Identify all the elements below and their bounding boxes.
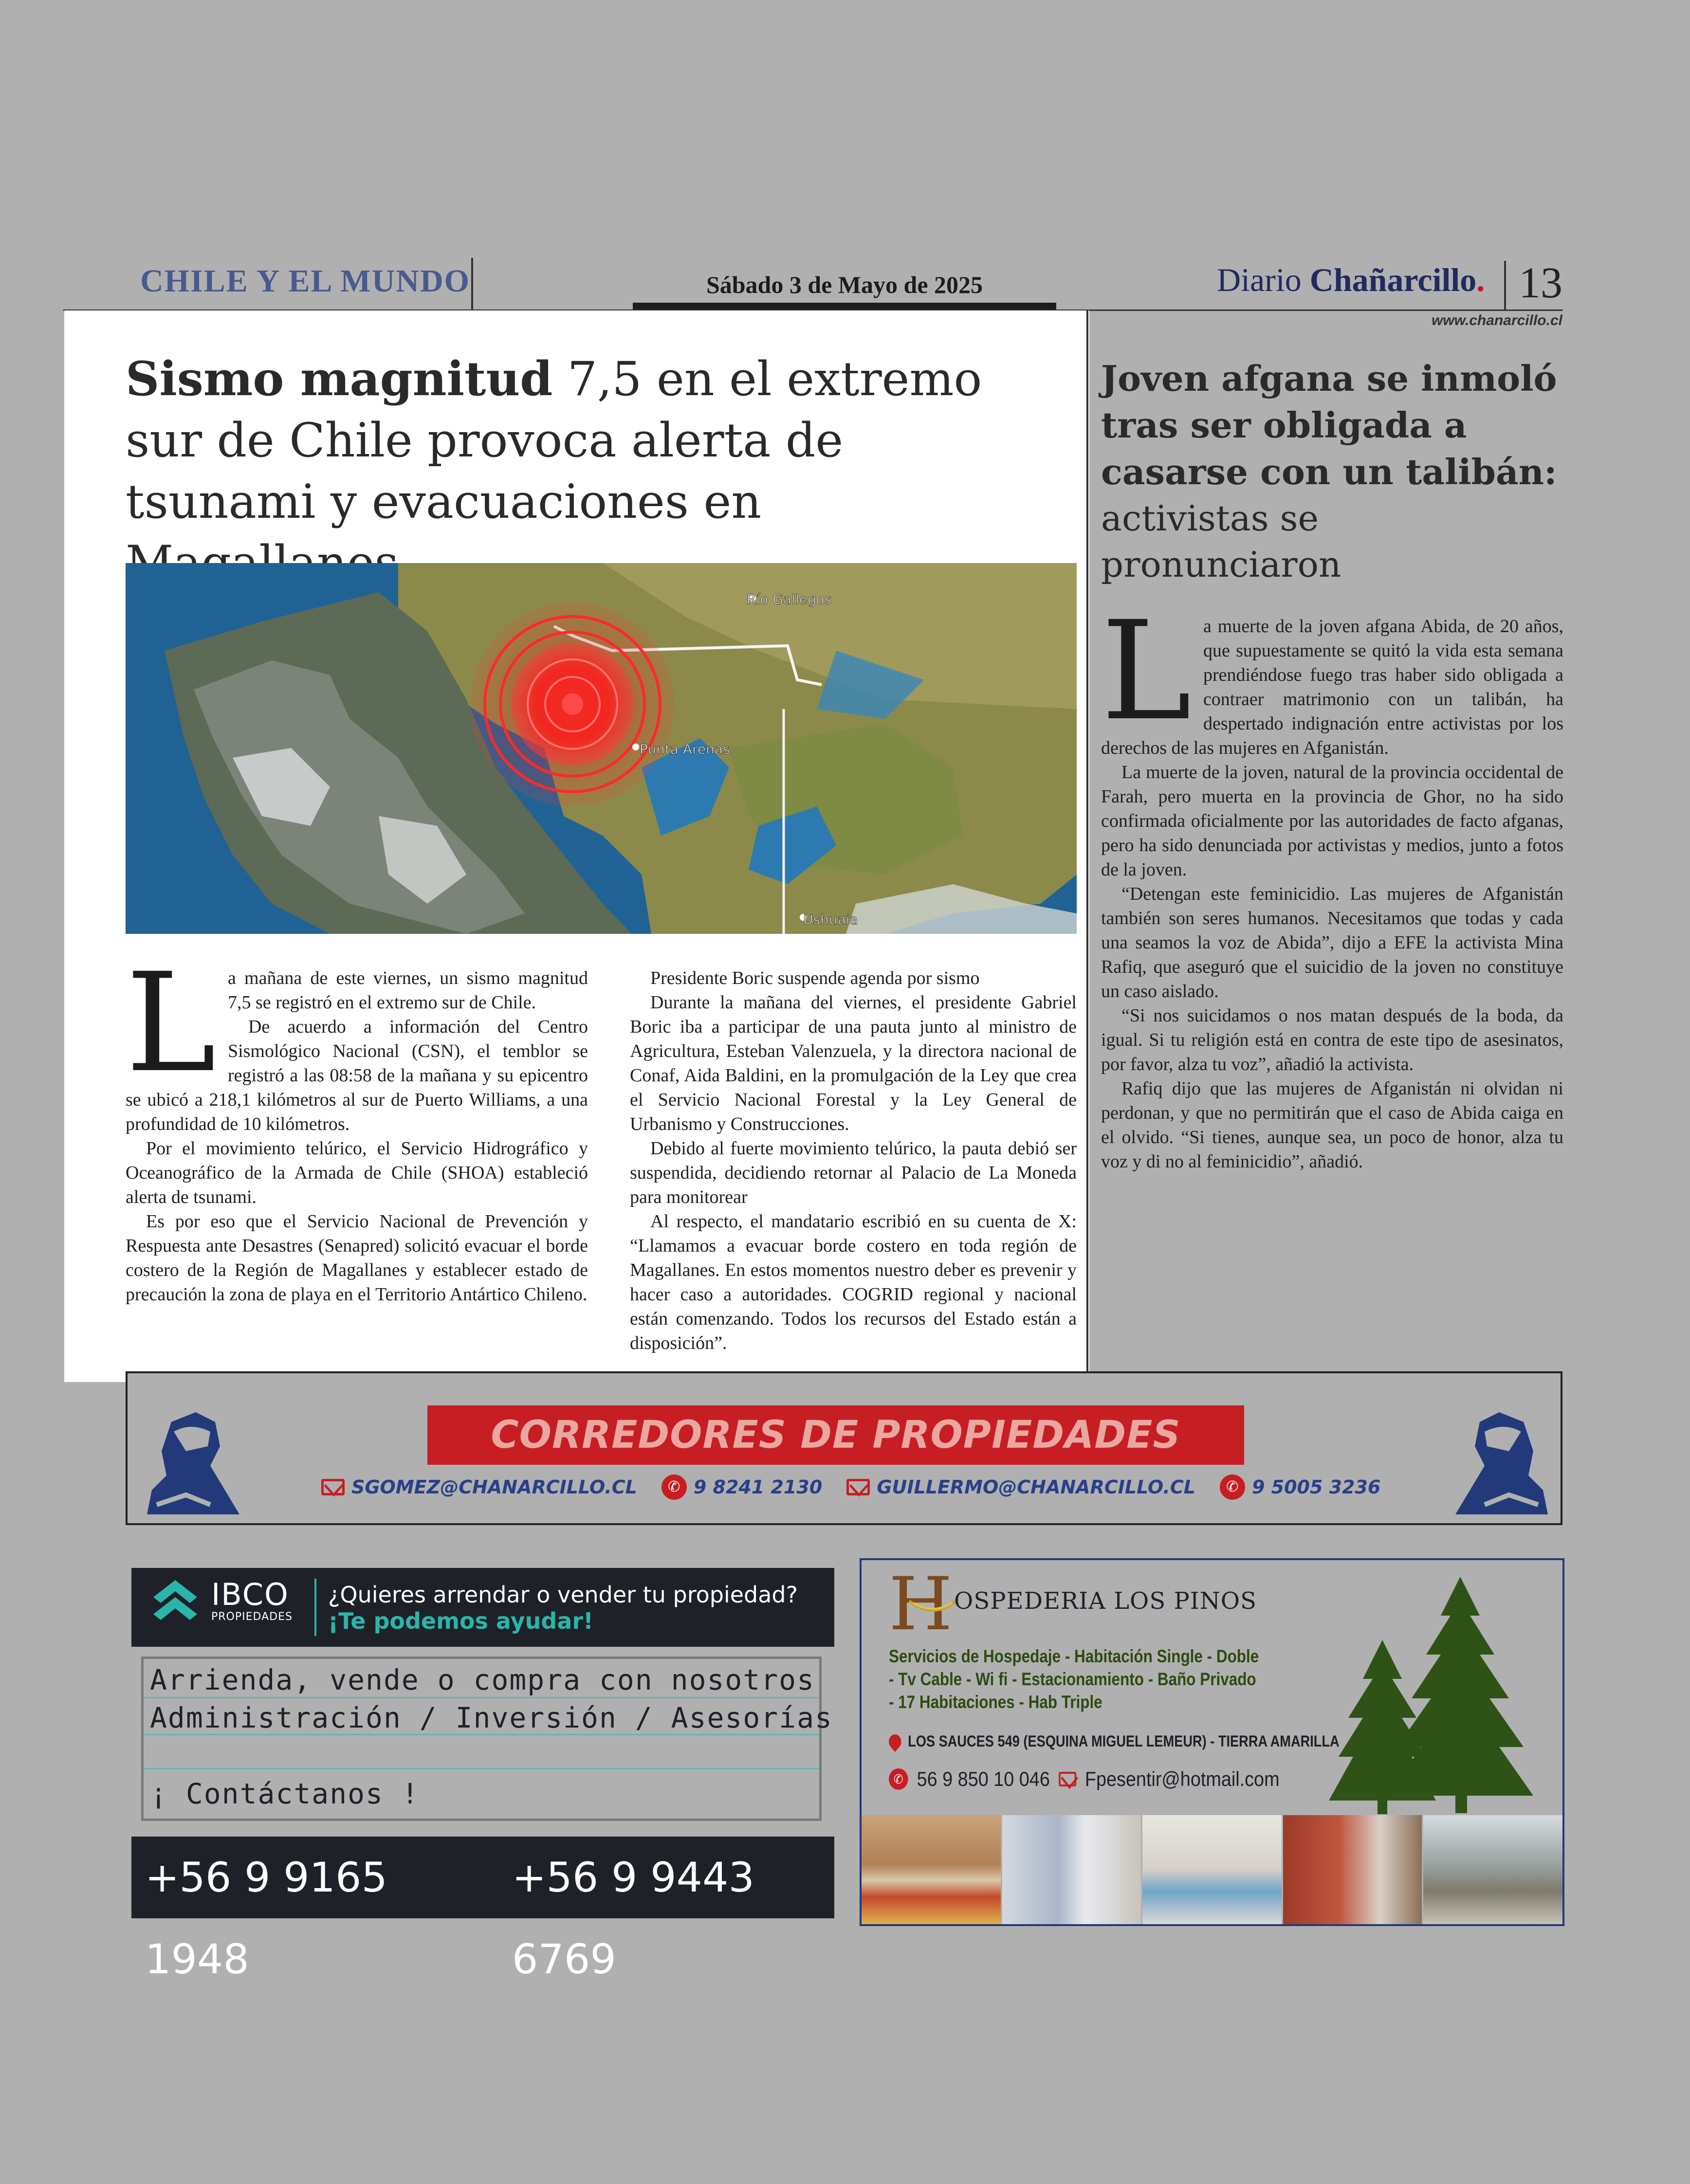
main-article-column-2 xyxy=(630,966,1077,1355)
main-paragraph: Por el movimiento telúrico, el Servicio Hidrográfico y Oceanográfico de la Armada de Chile (SHOA) estableció alerta de tsunami. xyxy=(126,1138,588,1207)
banner-email-1[interactable] xyxy=(321,1476,637,1498)
banner-email-2-text: GUILLERMO@CHANARCILLO.CL xyxy=(877,1476,1195,1498)
pine-trees-illustration xyxy=(1319,1572,1553,1815)
ibco-phone-2[interactable]: +56 9 9443 6769 xyxy=(512,1854,754,1983)
side-dropcap: L xyxy=(1101,592,1192,751)
main-headline-bold: Sismo magnitud xyxy=(126,351,553,406)
ibco-phone-1[interactable]: +56 9 9165 1948 xyxy=(145,1854,387,1983)
phone-icon: ✆ xyxy=(889,1768,908,1790)
hospederia-name: OSPEDERIA LOS PINOS xyxy=(954,1587,1257,1615)
banner-phone-1-text: 9 8241 2130 xyxy=(693,1476,823,1498)
ibco-rule xyxy=(144,1768,819,1769)
main-paragraph: Debido al fuerte movimiento telúrico, la pauta debió ser suspendida, decidiendo retornar al Palacio de La Moneda para monitorear xyxy=(630,1138,1077,1207)
mail-icon xyxy=(1059,1772,1076,1786)
main-article-column-1 xyxy=(126,944,588,1307)
side-paragraph: La muerte de la joven, natural de la provincia occidental de Farah, pero muerta en la provincia de Ghor, no ha sido confirmada oficialmente por las autoridades de facto afganas, pero ha sido denunciada por activistas y medios, junto a fotos de la joven. xyxy=(1101,762,1563,880)
hospederia-phone[interactable]: 56 9 850 10 046 xyxy=(917,1767,1050,1790)
hospederia-contact xyxy=(889,1767,1280,1791)
photo-bedroom-2 xyxy=(1142,1815,1283,1924)
hospederia-services: Servicios de Hospedaje - Habitación Single - Doble - Tv Cable - Wi fi - Estacionamiento - Baño Privado - 17 Habitaciones - Hab Triple xyxy=(889,1646,1259,1712)
banner-phone-2[interactable] xyxy=(1220,1474,1380,1500)
photo-bedroom-1 xyxy=(862,1815,1002,1924)
banner-phone-2-text: 9 5005 3236 xyxy=(1251,1476,1381,1498)
subheading-boric: Presidente Boric suspende agenda por sismo xyxy=(650,968,980,988)
ibco-question: ¿Quieres arrendar o vender tu propiedad? xyxy=(328,1582,798,1608)
bust-illustration-right xyxy=(1436,1393,1562,1519)
hospederia-address xyxy=(889,1732,1340,1750)
ibco-logo xyxy=(211,1579,293,1623)
photo-exterior-1 xyxy=(1283,1815,1424,1924)
main-headline-rest: 7,5 en el extremo sur de Chile provoca alerta de tsunami y evacuaciones en xyxy=(126,352,982,529)
ibco-logo-name: IBCO xyxy=(211,1577,289,1612)
main-paragraph: Es por eso que el Servicio Nacional de Prevención y Respuesta ante Desastres (Senapred) solicitó evacuar el borde costero de la Región de Magallanes y establecer estado de precaución la zona de playa en el Territorio Antártico Chileno. xyxy=(126,1211,588,1305)
banner-title: CORREDORES DE PROPIEDADES xyxy=(427,1405,1244,1465)
newspaper-prefix: Diario xyxy=(1217,261,1302,298)
ibco-line-2: Administración / Inversión / Asesorías xyxy=(150,1701,833,1734)
newspaper-dot: . xyxy=(1476,261,1485,298)
section-label: CHILE Y EL MUNDO xyxy=(140,263,471,299)
side-paragraph: “Detengan este feminicidio. Las mujeres de Afganistán también son seres humanos. Necesitamos que todas y cada una seamos la voz de Abida”, dijo a EFE la activista Mina Rafiq, que aseguró que el suicidio de la joven no constituye un caso aislado. xyxy=(1101,884,1563,1001)
mail-icon xyxy=(321,1479,345,1495)
side-article-column xyxy=(1101,592,1563,1174)
website-url[interactable]: www.chanarcillo.cl xyxy=(1432,312,1562,328)
photo-exterior-2 xyxy=(1423,1815,1562,1924)
hospederia-initial: H xyxy=(889,1562,953,1647)
ibco-logo-icon xyxy=(151,1578,200,1631)
side-headline-bold: Joven afgana se inmoló tras ser obligada a casarse con un talibán: xyxy=(1101,358,1557,492)
earthquake-map-graphic xyxy=(126,563,1077,934)
ibco-rule xyxy=(144,1697,819,1698)
hospederia-email[interactable]: Fpesentir@hotmail.com xyxy=(1084,1767,1280,1790)
phone-icon: ✆ xyxy=(661,1474,687,1500)
phone-icon: ✆ xyxy=(1220,1474,1245,1500)
ibco-line-1: Arrienda, vende o compra con nosotros xyxy=(150,1663,815,1696)
side-paragraph: a muerte de la joven afgana Abida, de 20 años, que supuestamente se quitó la vida esta semana prendiéndose fuego tras haber sido obligada a contraer matrimonio con un talibán, ha despertado indignación entre activistas por los derechos de las mujeres en Afganistán. xyxy=(1101,616,1563,758)
side-headline xyxy=(1101,355,1559,588)
hospederia-photos xyxy=(862,1815,1562,1924)
banner-email-1-text: SGOMEZ@CHANARCILLO.CL xyxy=(351,1476,637,1498)
map-label-ushuaia: Ushuaia xyxy=(803,911,858,928)
banner-phone-1[interactable] xyxy=(661,1474,822,1500)
earthquake-map xyxy=(126,563,1077,934)
main-paragraph: Al respecto, el mandatario escribió en su cuenta de X: “Llamamos a evacuar borde costero en toda región de Magallanes. En estos momentos nuestro deber es prevenir y hacer caso a autoridades. COGRID regional y nacional están comenzando. Todos los recursos del Estado están a disposición”. xyxy=(630,1211,1077,1353)
banner-contacts xyxy=(321,1474,1381,1500)
main-paragraph: De acuerdo a información del Centro Sismológico Nacional (CSN), el temblor se registró a las 08:58 de la mañana y su epicentro se ubicó a 218,1 kilómetros al sur de Puerto Williams, a una profundidad de 10 kilómetros. xyxy=(126,1017,588,1134)
main-dropcap: L xyxy=(126,944,216,1103)
banner-email-2[interactable] xyxy=(846,1476,1195,1498)
bust-illustration-left xyxy=(128,1393,254,1519)
ibco-answer: ¡Te podemos ayudar! xyxy=(328,1608,594,1634)
date-underline xyxy=(633,303,1056,309)
newspaper-title: Chañarcillo xyxy=(1309,261,1477,298)
ibco-logo-sub: PROPIEDADES xyxy=(211,1611,293,1623)
newspaper-name xyxy=(1217,261,1485,299)
side-headline-rest: activistas se pronunciaron xyxy=(1101,498,1341,585)
header-divider xyxy=(471,258,473,309)
main-headline xyxy=(126,348,1041,594)
mail-icon xyxy=(846,1479,870,1495)
map-label-rio-gallegos: Río Gallegos xyxy=(747,591,832,607)
ibco-divider xyxy=(314,1579,316,1636)
column-separator xyxy=(1086,310,1088,1381)
location-pin-icon xyxy=(886,1731,904,1751)
ibco-phones xyxy=(131,1837,834,1983)
page-number-divider xyxy=(1504,261,1506,309)
map-label-punta-arenas: Punta Arenas xyxy=(640,741,730,757)
side-paragraph: “Si nos suicidamos o nos matan después de la boda, da igual. Si tu religión está en contra de este tipo de asesinatos, por favor, alza tu voz”, añadió la activista. xyxy=(1101,1005,1563,1074)
hospederia-address-text: LOS SAUCES 549 (ESQUINA MIGUEL LEMEUR) - TIERRA AMARILLA xyxy=(908,1732,1340,1750)
photo-bathroom xyxy=(1002,1815,1143,1924)
ibco-line-3: ¡ Contáctanos ! xyxy=(150,1777,420,1810)
main-paragraph: Durante la mañana del viernes, el presidente Gabriel Boric iba a participar de una pauta junto al ministro de Agricultura, Esteban Valenzuela, y la directora nacional de Conaf, Aida Baldini, en la promulgación de la Ley que crea el Servicio Nacional Forestal y la Ley General de Urbanismo y Construcciones. xyxy=(630,992,1077,1134)
side-paragraph: Rafiq dijo que las mujeres de Afganistán ni olvidan ni perdonan, y que no permitirán que el caso de Abida caiga en el olvido. “Si tienes, aunque sea, un poco de honor, alza tu voz y di no al feminicidio”, añadió. xyxy=(1101,1078,1563,1172)
main-paragraph: a mañana de este viernes, un sismo magnitud 7,5 se registró en el extremo sur de Chile. xyxy=(227,968,588,1013)
hammock-icon xyxy=(908,1598,957,1618)
issue-date: Sábado 3 de Mayo de 2025 xyxy=(706,271,983,298)
page-number: 13 xyxy=(1519,259,1562,307)
